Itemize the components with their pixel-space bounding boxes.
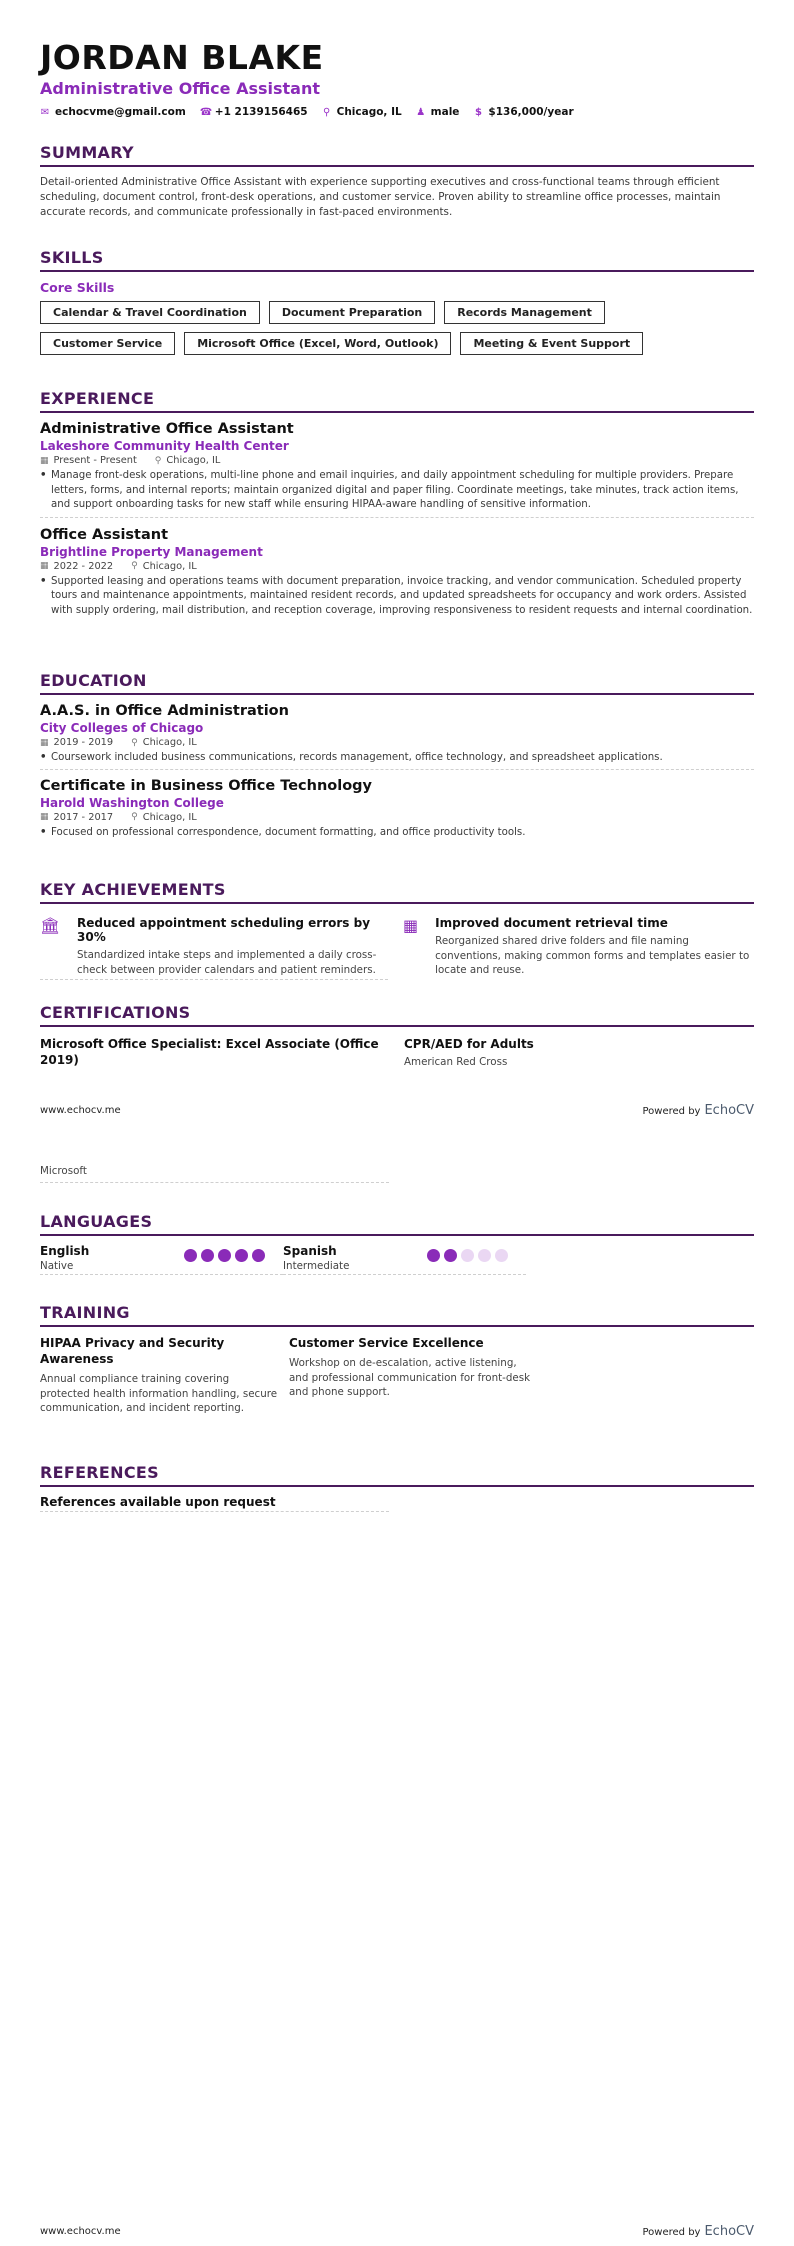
skill-chip-list (40, 301, 754, 363)
certification-title: Microsoft Office Specialist: Excel Associate (Office 2019) (40, 1037, 379, 1067)
skill-chip: Microsoft Office (Excel, Word, Outlook) (184, 332, 451, 355)
training-section (40, 1303, 754, 1416)
language-rating (423, 1249, 508, 1262)
training-title: HIPAA Privacy and Security Awareness (40, 1336, 225, 1366)
person-icon: ♟ (416, 106, 426, 118)
map-pin-icon: ⚲ (154, 455, 162, 466)
map-pin-icon: ⚲ (322, 106, 331, 118)
certification-list (40, 1036, 754, 1068)
achievement-list (40, 916, 754, 980)
language-item (40, 1244, 283, 1275)
contact-location: ⚲ Chicago, IL (322, 106, 402, 118)
training-item (289, 1335, 531, 1416)
references-section (40, 1463, 754, 1512)
achievement-title: Improved document retrieval time (435, 916, 668, 930)
language-item (283, 1244, 526, 1275)
rating-dot-filled (252, 1249, 265, 1262)
certifications-heading: CERTIFICATIONS (40, 1003, 754, 1027)
rating-dot-filled (427, 1249, 440, 1262)
experience-entry (40, 527, 754, 619)
footer-brand[interactable]: Powered by EchoCV (642, 2224, 754, 2239)
footer-site[interactable]: www.echocv.me (40, 1105, 121, 1116)
job-bullet: • Manage front-desk operations, multi-line phone and email inquiries, and daily appointment scheduling for multiple providers. Prepare letters, forms, and internal reports; maintain organized digital and paper filing. Coordinate meetings, take minutes, track action items, and support onboarding tasks for new staff while ensuring HIPAA-aware handling of sensitive information. (40, 470, 739, 510)
calendar-icon: ▦ (40, 737, 49, 748)
calendar-icon: ▦ (40, 561, 49, 571)
training-title: Customer Service Excellence (289, 1336, 484, 1350)
language-name: English (40, 1244, 90, 1258)
candidate-name: JORDAN BLAKE (40, 38, 324, 77)
training-heading: TRAINING (40, 1303, 754, 1327)
references-text: References available upon request (40, 1495, 389, 1512)
calendar-icon: ▦ (40, 455, 49, 466)
rating-dot-filled (218, 1249, 231, 1262)
achievement-title: Reduced appointment scheduling errors by 30% (77, 916, 371, 944)
language-list (40, 1244, 754, 1275)
achievements-section (40, 880, 754, 980)
education-bullet: • Coursework included business communications, records management, office technology, and spreadsheet applications. (40, 752, 663, 763)
certification-continued (40, 1165, 754, 1183)
certification-item (404, 1036, 753, 1068)
contact-salary: $ $136,000/year (474, 106, 574, 118)
achievement-item (403, 916, 751, 980)
page-footer (40, 2224, 754, 2239)
employer-name: Lakeshore Community Health Center (40, 439, 289, 453)
contact-bar (40, 106, 754, 118)
skills-section (40, 248, 754, 363)
footer-site[interactable]: www.echocv.me (40, 2226, 121, 2237)
rating-dot-filled (201, 1249, 214, 1262)
page-footer (40, 1103, 754, 1118)
skill-chip: Records Management (444, 301, 605, 324)
phone-icon: ☎ (199, 106, 213, 118)
certification-item (40, 1036, 389, 1068)
language-rating (180, 1249, 265, 1262)
achievement-desc: Reorganized shared drive folders and file naming conventions, making common forms and templates easier to locate and reuse. (435, 935, 750, 976)
languages-section (40, 1212, 754, 1275)
job-meta: ▦ 2022 - 2022 ⚲ Chicago, IL (40, 560, 197, 572)
skill-chip: Calendar & Travel Coordination (40, 301, 260, 324)
skills-heading: SKILLS (40, 248, 754, 272)
education-bullet: • Focused on professional correspondence, document formatting, and office productivity tools. (40, 826, 526, 838)
summary-heading: SUMMARY (40, 143, 754, 167)
education-meta: ▦ 2017 - 2017 ⚲ Chicago, IL (40, 811, 197, 823)
contact-phone[interactable]: ☎ +1 2139156465 (199, 106, 308, 118)
rating-dot-empty (495, 1249, 508, 1262)
contact-email[interactable]: ✉ echocvme@gmail.com (40, 106, 186, 118)
employer-name: Brightline Property Management (40, 544, 263, 559)
job-meta: ▦ Present - Present ⚲ Chicago, IL (40, 455, 221, 466)
skill-chip: Document Preparation (269, 301, 435, 324)
rating-dot-empty (478, 1249, 491, 1262)
achievement-desc: Standardized intake steps and implemented a daily cross-check between provider calendars and patient reminders. (77, 949, 377, 976)
map-pin-icon: ⚲ (131, 737, 138, 748)
job-bullet: • Supported leasing and operations teams with document preparation, invoice tracking, and vendor communication. Scheduled property tours and maintenance appointments, maintained resident records, and updated spreadsheets for occupancy and work orders. Assisted with supply ordering, mail distribution, and reception coverage, improving responsiveness to resident requests and internal coordination. (40, 575, 753, 616)
calendar-icon: ▦ (403, 916, 419, 935)
map-pin-icon: ⚲ (131, 812, 138, 822)
certification-issuer: Microsoft (40, 1165, 389, 1183)
rating-dot-filled (444, 1249, 457, 1262)
dollar-icon: $ (474, 106, 482, 118)
rating-dot-filled (235, 1249, 248, 1262)
education-entry (40, 703, 754, 770)
languages-heading: LANGUAGES (40, 1212, 754, 1236)
bank-icon: 🏛 (40, 916, 61, 935)
summary-text: Detail-oriented Administrative Office Assistant with experience supporting executives and cross-functional teams through efficient scheduling, document control, front-desk operations, and customer service. Proven ability to streamline office processes, maintain accurate records, and communicate professionally in fast-paced environments. (40, 176, 721, 218)
school-name: City Colleges of Chicago (40, 721, 204, 735)
training-desc: Workshop on de-escalation, active listening, and professional communication for front-desk and phone support. (289, 1357, 531, 1398)
rating-dot-filled (184, 1249, 197, 1262)
degree-title: Certificate in Business Office Technology (40, 777, 372, 794)
certifications-section (40, 1003, 754, 1068)
education-entry (40, 778, 754, 841)
skills-subheading: Core Skills (40, 280, 115, 295)
education-heading: EDUCATION (40, 671, 754, 695)
language-level: Intermediate (283, 1260, 350, 1272)
candidate-title: Administrative Office Assistant (40, 79, 320, 98)
degree-title: A.A.S. in Office Administration (40, 703, 289, 719)
job-title: Office Assistant (40, 526, 169, 543)
rating-dot-empty (461, 1249, 474, 1262)
certification-title: CPR/AED for Adults (404, 1037, 534, 1051)
contact-gender: ♟ male (416, 106, 460, 118)
certification-issuer: American Red Cross (404, 1056, 508, 1068)
job-title: Administrative Office Assistant (40, 421, 294, 437)
training-list (40, 1335, 754, 1416)
education-section (40, 671, 754, 840)
references-heading: REFERENCES (40, 1463, 754, 1487)
achievements-heading: KEY ACHIEVEMENTS (40, 880, 754, 904)
skill-chip: Meeting & Event Support (460, 332, 643, 355)
footer-brand[interactable]: Powered by EchoCV (642, 1103, 754, 1118)
education-meta: ▦ 2019 - 2019 ⚲ Chicago, IL (40, 737, 197, 748)
experience-entry (40, 421, 754, 518)
calendar-icon: ▦ (40, 812, 49, 822)
achievement-item (40, 916, 388, 980)
envelope-icon: ✉ (40, 106, 50, 118)
skill-chip: Customer Service (40, 332, 175, 355)
experience-section (40, 389, 754, 618)
map-pin-icon: ⚲ (131, 561, 138, 571)
resume-header (40, 38, 754, 118)
language-name: Spanish (283, 1244, 337, 1258)
summary-section (40, 143, 754, 220)
language-level: Native (40, 1260, 74, 1272)
training-item (40, 1335, 282, 1416)
training-desc: Annual compliance training covering protected health information handling, secure communication, and incident reporting. (40, 1373, 278, 1414)
school-name: Harold Washington College (40, 795, 224, 810)
experience-heading: EXPERIENCE (40, 389, 754, 413)
